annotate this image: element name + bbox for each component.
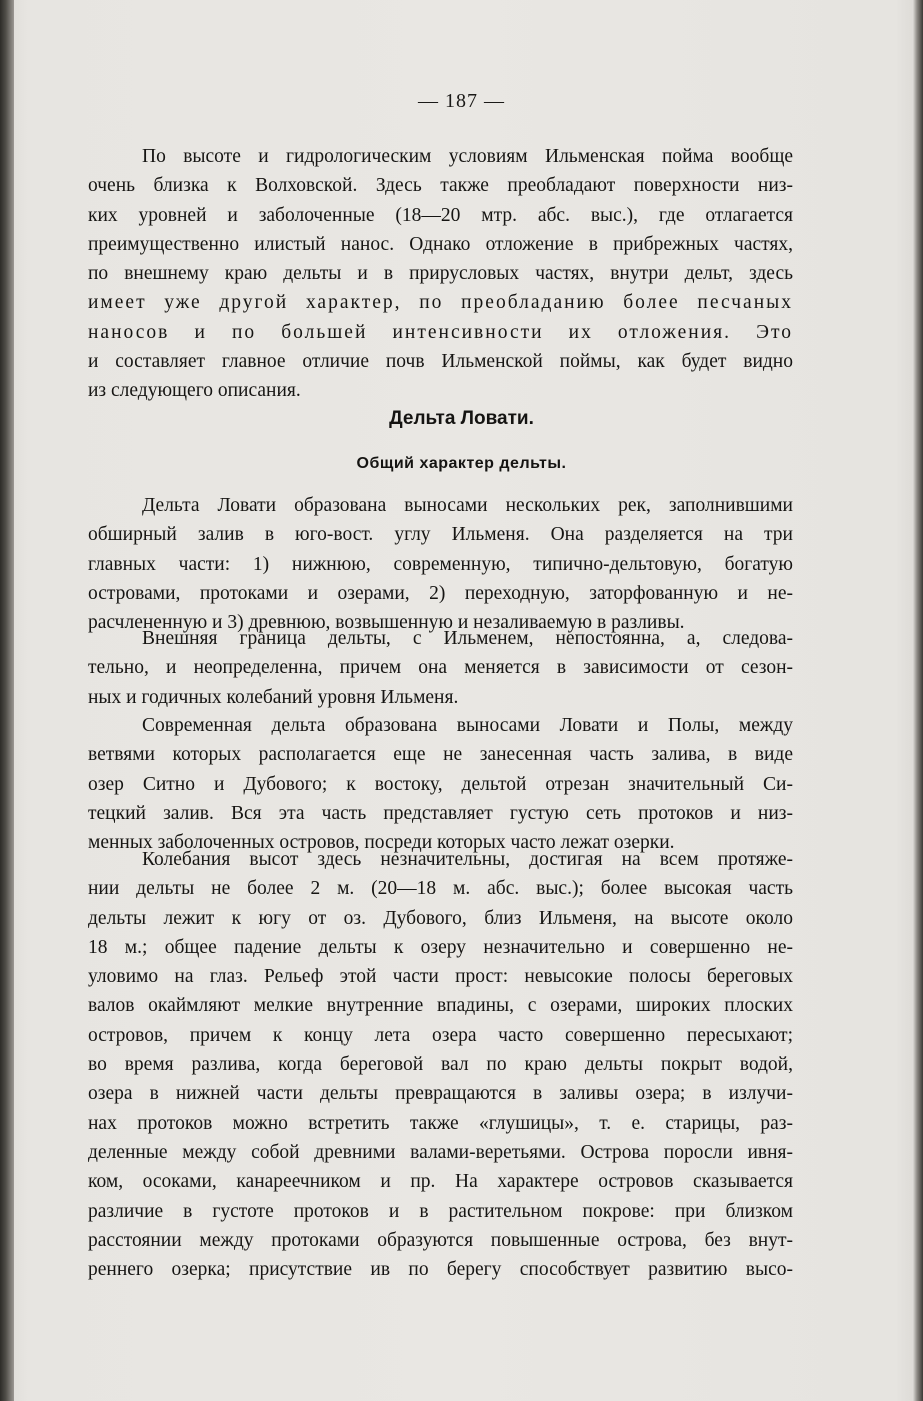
text-line: во время разлива, когда береговой вал по краю дельты покрыт водой, xyxy=(88,1054,793,1076)
text-line: Дельта Ловати образована выносами нескольких рек, заполнившими xyxy=(142,495,793,516)
paragraph-outer-boundary xyxy=(88,624,793,712)
text-line: деленные между собой древними валами-веретьями. Острова поросли ивня- xyxy=(88,1141,793,1163)
text-line: менных заболоченных островов, посреди которых часто лежат озерки. xyxy=(88,832,675,854)
text-line: валов окаймляют мелкие внутренние впадины, с озерами, широких плоских xyxy=(88,995,793,1017)
text-line: озер Ситно и Дубового; к востоку, дельтой отрезан значительный Си- xyxy=(88,773,793,795)
text-line: преимущественно илистый нанос. Однако отложение в прибрежных частях, xyxy=(88,233,793,255)
paragraph-height-variations xyxy=(88,845,793,1284)
section-heading: Дельта Ловати. xyxy=(389,408,534,429)
text-line: обширный залив в юго-вост. углу Ильменя. Она разделяется на три xyxy=(88,524,793,546)
paragraph-intro xyxy=(88,142,793,406)
page-number: — 187 — xyxy=(418,90,505,112)
text-line: островами, протоками и озерами, 2) переходную, заторфованную и не- xyxy=(88,582,793,604)
text-line: реннего озерка; присутствие ив по берегу способствует развитию высо- xyxy=(88,1259,793,1281)
text-line: ных и годичных колебаний уровня Ильменя. xyxy=(88,686,459,708)
text-line: Современная дельта образована выносами Ловати и Полы, между xyxy=(142,715,793,736)
text-line: тецкий залив. Вся эта часть представляет густую сеть протоков и низ- xyxy=(88,802,793,824)
page-edge-right xyxy=(913,0,923,1401)
text-line: и составляет главное отличие почв Ильменской поймы, как будет видно xyxy=(88,351,793,373)
text-line: ких уровней и заболоченные (18—20 мтр. абс. выс.), где отлагается xyxy=(88,204,793,226)
text-line: тельно, и неопределенна, причем она меняется в зависимости от сезон- xyxy=(88,657,793,679)
page-edge-left xyxy=(0,0,14,1401)
text-line: Колебания высот здесь незначительны, достигая на всем протяже- xyxy=(142,849,793,870)
text-line: очень близка к Волховской. Здесь также преобладают поверхности низ- xyxy=(88,175,793,197)
text-line: Внешняя граница дельты, с Ильменем, непостоянна, а, следова- xyxy=(142,628,793,649)
text-line: расчлененную и 3) древнюю, возвышенную и незаливаемую в разливы. xyxy=(88,612,685,634)
text-line: озера в нижней части дельты превращаются в заливы озера; в излучи- xyxy=(88,1083,793,1105)
text-line: островов, причем к концу лета озера часто совершенно пересыхают; xyxy=(88,1024,793,1046)
text-line: имеет уже другой характер, по преобладанию более песчаных xyxy=(88,292,793,314)
text-line: различие в густоте протоков и в растительном покрове: при близком xyxy=(88,1200,793,1222)
paragraph-delta-parts xyxy=(88,491,793,637)
text-line: уловимо на глаз. Рельеф этой части прост: невысокие полосы береговых xyxy=(88,966,793,988)
text-line: 18 м.; общее падение дельты к озеру незначительно и совершенно не- xyxy=(88,936,793,958)
text-line: По высоте и гидрологическим условиям Ильменская пойма вообще xyxy=(142,146,793,167)
text-line: из следующего описания. xyxy=(88,380,301,402)
text-line: дельты лежит к югу от оз. Дубового, близ Ильменя, на высоте около xyxy=(88,907,793,929)
text-line: расстоянии между протоками образуются повышенные острова, без внут- xyxy=(88,1229,793,1251)
text-line: по внешнему краю дельты и в прирусловых частях, внутри дельт, здесь xyxy=(88,263,793,285)
text-line: ветвями которых располагается еще не занесенная часть залива, в виде xyxy=(88,744,793,766)
text-line: нии дельты не более 2 м. (20—18 м. абс. выс.); более высокая часть xyxy=(88,878,793,900)
text-line: главных части: 1) нижнюю, современную, типично-дельтовую, богатую xyxy=(88,553,793,575)
text-line: наносов и по большей интенсивности их отложения. Это xyxy=(88,321,793,343)
text-line: нах протоков можно встретить также «глушицы», т. е. старицы, раз- xyxy=(88,1112,793,1134)
paragraph-modern-delta xyxy=(88,711,793,857)
subsection-heading: Общий характер дельты. xyxy=(356,455,567,472)
text-line: ком, осоками, канареечником и пр. На характере островов сказывается xyxy=(88,1171,793,1193)
